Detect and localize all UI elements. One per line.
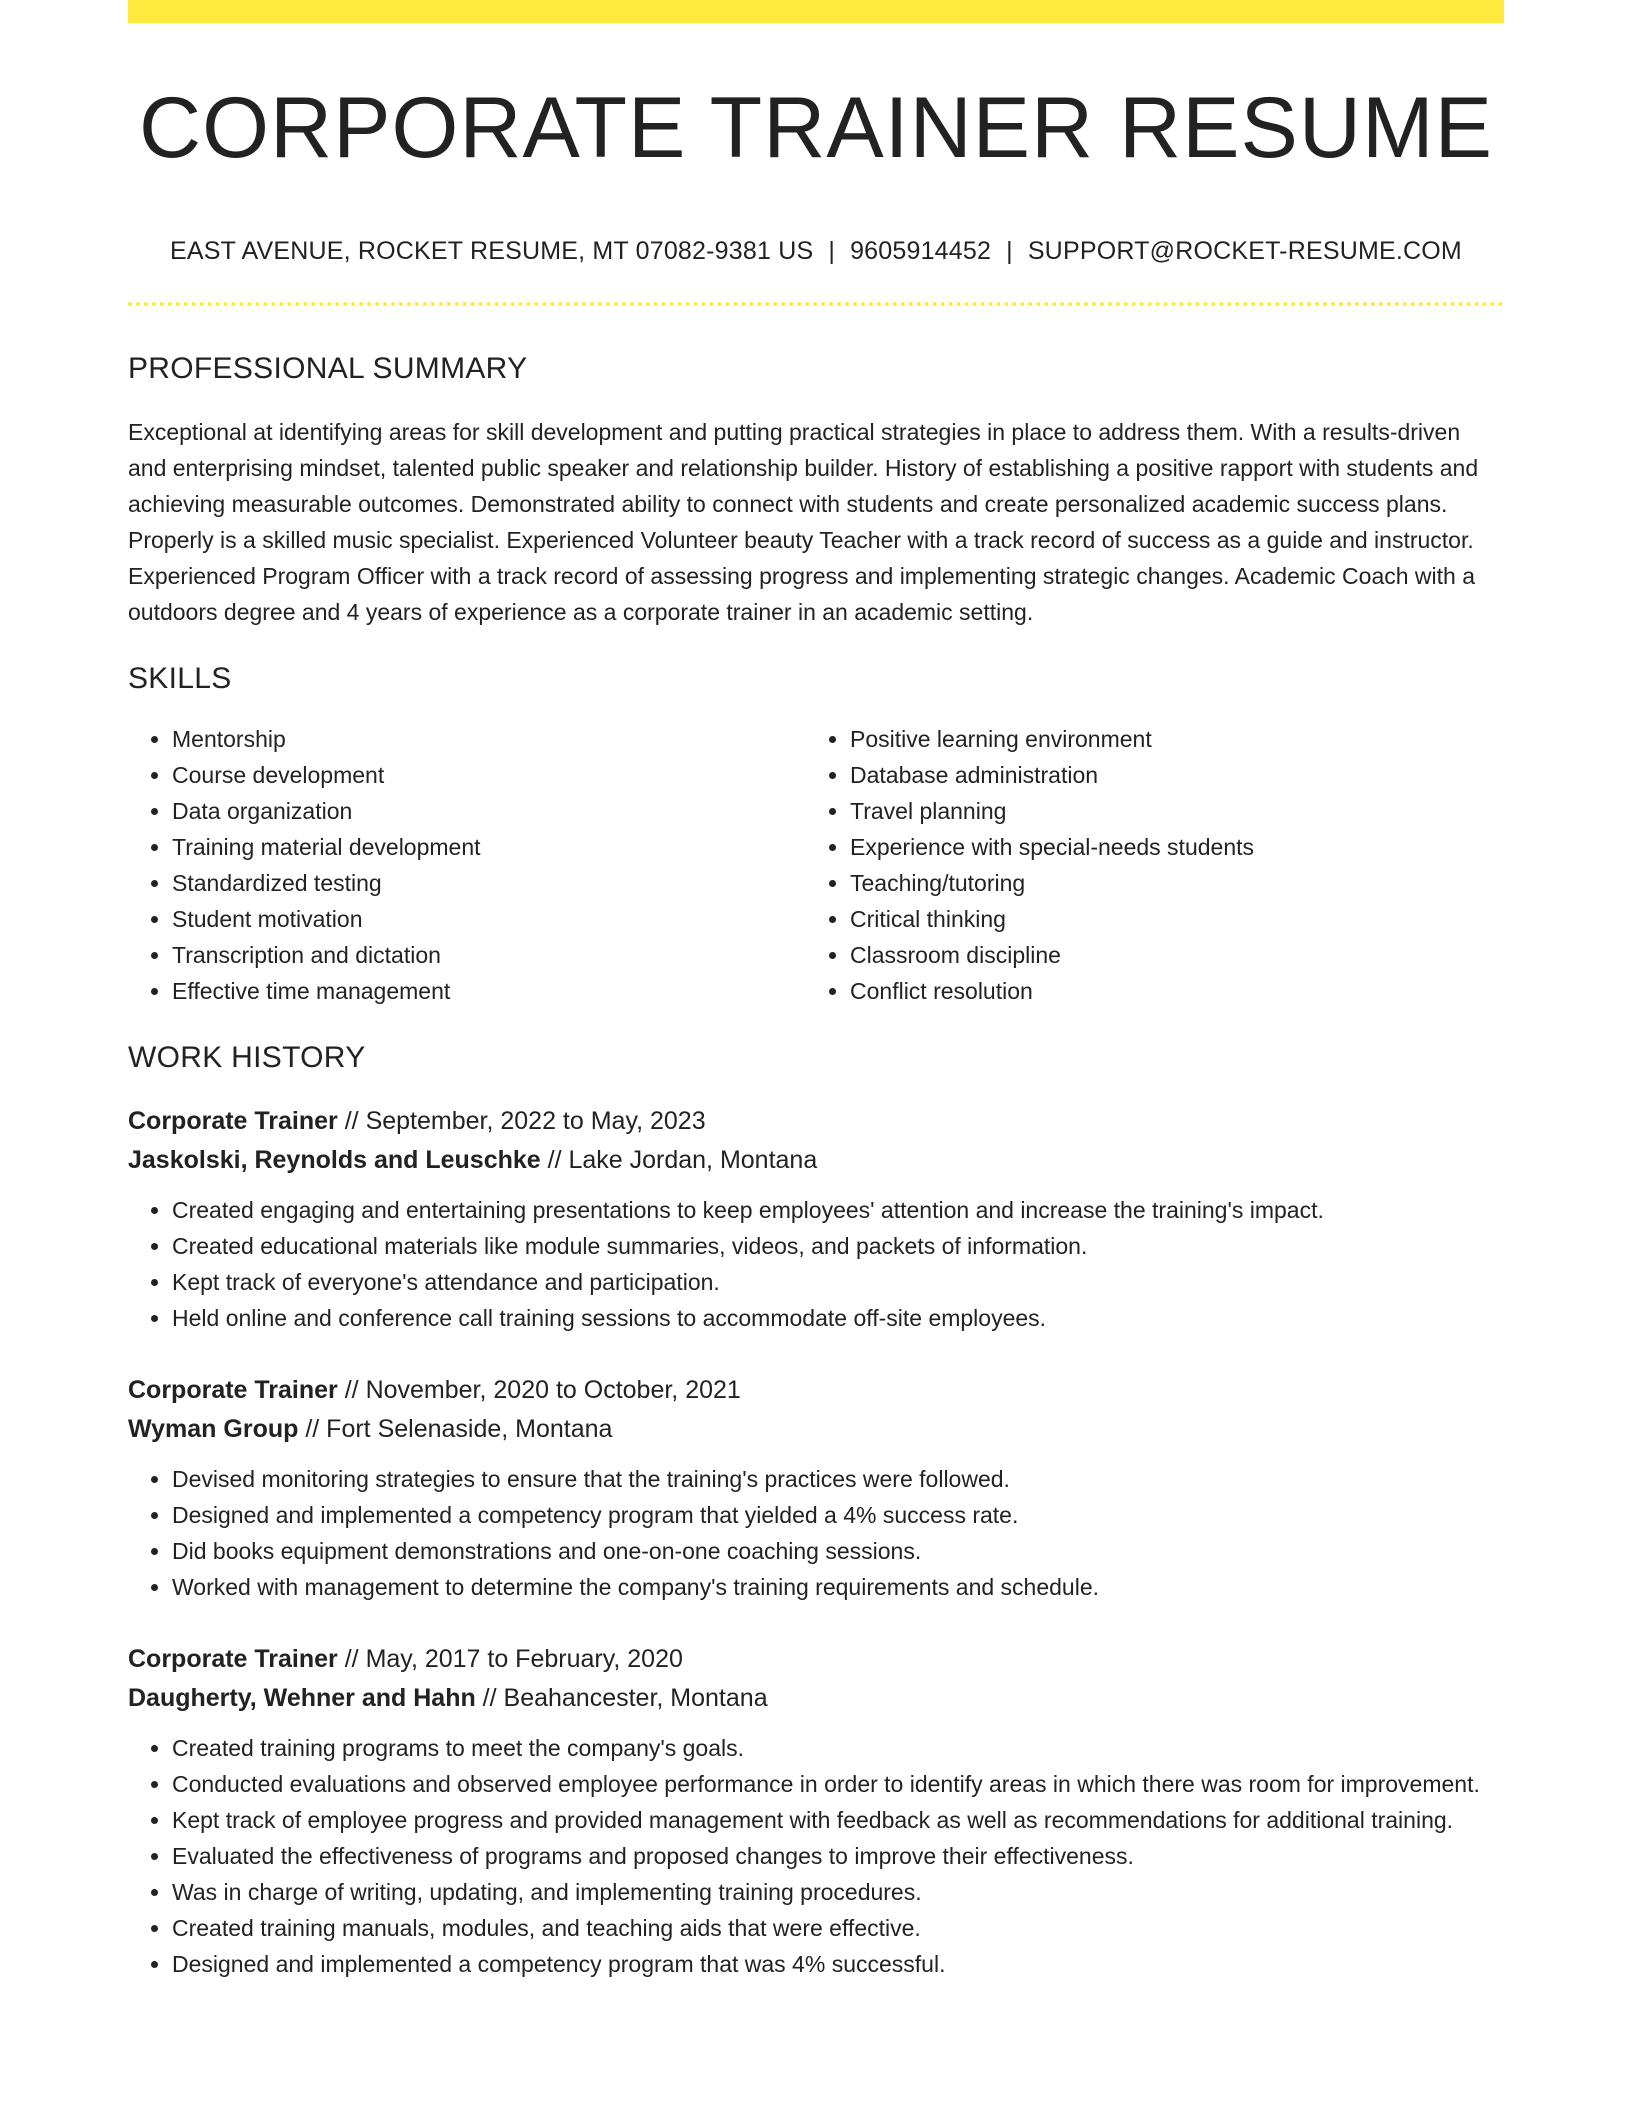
- job-bullet: • Kept track of employee progress and provided management with feedback as well as recommendations for additional training.: [172, 1802, 1504, 1838]
- job-title: Corporate Trainer: [128, 1376, 338, 1404]
- contact-separator: |: [1006, 237, 1013, 265]
- job-entry: [128, 1102, 1504, 1336]
- phone: 9605914452: [850, 237, 992, 265]
- skills-heading: SKILLS: [128, 662, 232, 695]
- job-dates: // May, 2017 to February, 2020: [337, 1645, 683, 1673]
- address: EAST AVENUE, ROCKET RESUME, MT 07082-9381 US: [170, 237, 814, 265]
- job-bullet: • Conducted evaluations and observed employee performance in order to identify areas in which there was room for improvement.: [172, 1766, 1504, 1802]
- job-location: // Lake Jordan, Montana: [540, 1146, 818, 1174]
- resume-page: [128, 0, 1504, 1982]
- job-bullet: • Created engaging and entertaining presentations to keep employees' attention and increase the training's impact.: [172, 1192, 1504, 1228]
- job-company: Wyman Group: [128, 1415, 299, 1443]
- summary-text: Exceptional at identifying areas for skill development and putting practical strategies in place to address them. With a results-driven and enterprising mindset, talented public speaker and relationship builder. History of establishing a positive rapport with students and achieving measurable outcomes. Demonstrated ability to connect with students and create personalized academic success plans. Properly is a skilled music specialist. Experienced Volunteer beauty Teacher with a track record of success as a guide and instructor. Experienced Program Officer with a track record of assessing progress and implementing strategic changes. Academic Coach with a outdoors degree and 4 years of experience as a corporate trainer in an academic setting.: [128, 419, 1479, 625]
- job-title: Corporate Trainer: [128, 1645, 338, 1673]
- top-accent-bar: [128, 0, 1504, 23]
- job-title-line: [128, 1102, 1504, 1141]
- job-company-line: [128, 1410, 1504, 1449]
- job-bullet: • Worked with management to determine the company's training requirements and schedule.: [172, 1569, 1504, 1605]
- summary-heading: PROFESSIONAL SUMMARY: [128, 352, 528, 385]
- skill-item: • Effective time management: [172, 973, 806, 1009]
- job-bullets: [128, 1461, 1504, 1605]
- job-company: Daugherty, Wehner and Hahn: [128, 1684, 476, 1712]
- dotted-divider: [128, 302, 1504, 306]
- job-company-line: [128, 1679, 1504, 1718]
- job-location: // Fort Selenaside, Montana: [298, 1415, 613, 1443]
- skill-item: • Transcription and dictation: [172, 937, 806, 973]
- skill-item: • Travel planning: [850, 793, 1484, 829]
- job-bullet: • Created training manuals, modules, and teaching aids that were effective.: [172, 1910, 1504, 1946]
- job-bullets: [128, 1730, 1504, 1982]
- skill-item: • Positive learning environment: [850, 721, 1484, 757]
- job-bullet: • Devised monitoring strategies to ensure that the training's practices were followed.: [172, 1461, 1504, 1497]
- page-title: CORPORATE TRAINER RESUME: [139, 80, 1493, 176]
- skill-item: • Classroom discipline: [850, 937, 1484, 973]
- skill-item: • Training material development: [172, 829, 806, 865]
- job-company-line: [128, 1141, 1504, 1180]
- job-bullet: • Was in charge of writing, updating, and implementing training procedures.: [172, 1874, 1504, 1910]
- skill-item: • Experience with special-needs students: [850, 829, 1484, 865]
- email: SUPPORT@ROCKET-RESUME.COM: [1027, 237, 1462, 265]
- job-bullet: • Created training programs to meet the company's goals.: [172, 1730, 1504, 1766]
- skill-item: • Student motivation: [172, 901, 806, 937]
- skill-item: • Course development: [172, 757, 806, 793]
- job-entry: [128, 1640, 1504, 1982]
- job-bullet: • Held online and conference call training sessions to accommodate off-site employees.: [172, 1300, 1504, 1336]
- job-title-line: [128, 1371, 1504, 1410]
- job-bullet: • Did books equipment demonstrations and one-on-one coaching sessions.: [172, 1533, 1504, 1569]
- job-title-line: [128, 1640, 1504, 1679]
- job-dates: // November, 2020 to October, 2021: [337, 1376, 741, 1404]
- job-bullet: • Kept track of everyone's attendance and participation.: [172, 1264, 1504, 1300]
- job-company: Jaskolski, Reynolds and Leuschke: [128, 1146, 541, 1174]
- skill-item: • Data organization: [172, 793, 806, 829]
- job-bullets: [128, 1192, 1504, 1336]
- job-location: // Beahancester, Montana: [475, 1684, 768, 1712]
- job-title: Corporate Trainer: [128, 1107, 338, 1135]
- job-bullet: • Created educational materials like module summaries, videos, and packets of information.: [172, 1228, 1504, 1264]
- skill-item: • Mentorship: [172, 721, 806, 757]
- skill-item: • Teaching/tutoring: [850, 865, 1484, 901]
- skill-item: • Database administration: [850, 757, 1484, 793]
- job-bullet: • Designed and implemented a competency program that was 4% successful.: [172, 1946, 1504, 1982]
- job-bullet: • Designed and implemented a competency program that yielded a 4% success rate.: [172, 1497, 1504, 1533]
- skill-item: • Conflict resolution: [850, 973, 1484, 1009]
- skills-left-column: [128, 721, 806, 1009]
- skill-item: • Critical thinking: [850, 901, 1484, 937]
- contact-line: [128, 237, 1504, 266]
- skills-right-column: [806, 721, 1484, 1009]
- contact-separator: |: [828, 237, 836, 265]
- work-history-heading: WORK HISTORY: [128, 1041, 366, 1074]
- job-entry: [128, 1371, 1504, 1605]
- job-bullet: • Evaluated the effectiveness of programs and proposed changes to improve their effectiveness.: [172, 1838, 1504, 1874]
- skills-columns: [128, 721, 1504, 1009]
- skill-item: • Standardized testing: [172, 865, 806, 901]
- job-dates: // September, 2022 to May, 2023: [337, 1107, 706, 1135]
